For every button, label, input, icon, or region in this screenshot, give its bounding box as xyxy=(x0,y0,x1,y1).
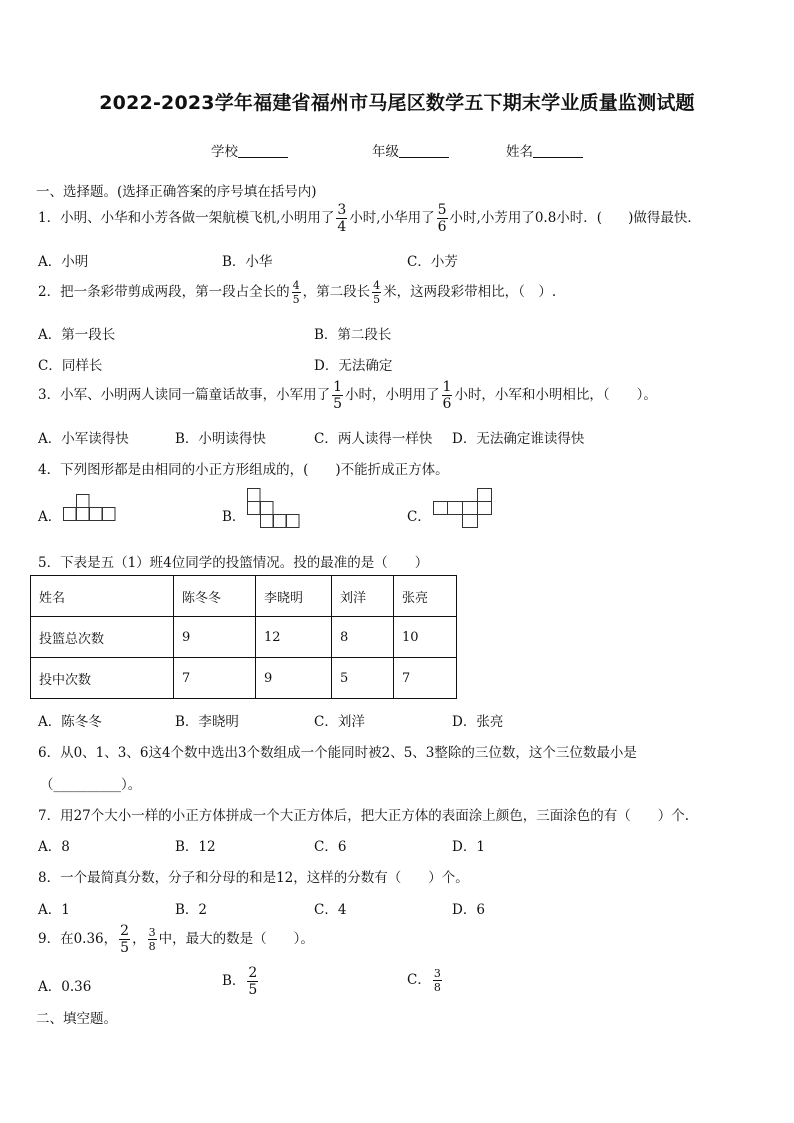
fraction: $\frac{4}{5}$ xyxy=(292,279,300,306)
fraction: $\frac{4}{5}$ xyxy=(373,279,381,306)
q7-option-a: A．8 xyxy=(38,839,70,855)
q5-option-b: B．李晓明 xyxy=(175,714,239,730)
question-6-blank: （__________）。 xyxy=(40,777,142,793)
question-4: 4．下列图形都是由相同的小正方形组成的，( )不能折成正方体。 xyxy=(38,462,449,478)
q1-option-c: C．小芳 xyxy=(407,254,458,270)
q3-option-c: C．两人读得一样快 xyxy=(314,431,433,447)
q9-option-c: C． $\frac{3}{8}$ xyxy=(407,967,441,994)
q5-option-c: C．刘洋 xyxy=(314,714,365,730)
q2-option-d: D．无法确定 xyxy=(314,358,393,374)
question-3: 3．小军、小明两人读同一篇童话故事，小军用了 $\frac{1}{5}$ 小时，小明用了 $\frac{1}{6}$ 小时，小军和小明相比，（ ）。 xyxy=(38,379,657,412)
question-5: 5．下表是五（1）班4位同学的投篮情况。投的最准的是（ ） xyxy=(38,555,429,571)
q5-option-a: A．陈冬冬 xyxy=(38,714,102,730)
q8-option-b: B．2 xyxy=(175,902,208,918)
table-cell: 李晓明 xyxy=(256,576,332,617)
q4-option-a: A． xyxy=(38,509,62,525)
q5-option-d: D．张亮 xyxy=(452,714,504,730)
table-row xyxy=(31,658,457,699)
q9-option-a: A．0.36 xyxy=(38,979,92,995)
q8-option-a: A．1 xyxy=(38,902,70,918)
q7-option-b: B．12 xyxy=(175,839,216,855)
table-row xyxy=(31,576,457,617)
table-cell: 姓名 xyxy=(31,576,174,617)
question-2: 2．把一条彩带剪成两段，第一段占全长的 $\frac{4}{5}$ ，第二段长 $\frac{4}{5}$ 米，这两段彩带相比，（ ）. xyxy=(38,279,557,306)
fraction: $\frac{1}{6}$ xyxy=(442,379,452,412)
table-cell: 7 xyxy=(174,658,256,699)
page-title: 2022-2023学年福建省福州市马尾区数学五下期末学业质量监测试题 xyxy=(99,92,695,114)
q2-option-a: A．第一段长 xyxy=(38,327,116,343)
fraction: $\frac{3}{4}$ xyxy=(337,202,347,235)
fraction: $\frac{2}{5}$ xyxy=(248,965,258,998)
q7-option-c: C．6 xyxy=(314,839,347,855)
table-cell: 9 xyxy=(174,617,256,658)
q2-option-c: C．同样长 xyxy=(38,358,103,374)
question-9: 9．在0.36， $\frac{2}{5}$ ， $\frac{3}{8}$ 中，最大的数是（ ）。 xyxy=(38,923,314,956)
fraction: $\frac{3}{8}$ xyxy=(433,967,441,994)
table-cell: 8 xyxy=(332,617,394,658)
question-7: 7．用27个大小一样的小正方体拼成一个大正方体后，把大正方体的表面涂上颜色，三面涂色的有（ ）个. xyxy=(38,808,690,824)
table-cell: 刘洋 xyxy=(332,576,394,617)
name-blank xyxy=(533,143,583,158)
q3-option-b: B．小明读得快 xyxy=(175,431,266,447)
q3-option-a: A．小军读得快 xyxy=(38,431,129,447)
table-cell: 投中次数 xyxy=(31,658,174,699)
q8-option-c: C．4 xyxy=(314,902,347,918)
q2-option-b: B．第二段长 xyxy=(314,327,392,343)
table-cell: 陈冬冬 xyxy=(174,576,256,617)
q3-option-d: D．无法确定谁读得快 xyxy=(452,431,585,447)
question-8: 8．一个最简真分数，分子和分母的和是12，这样的分数有（ ）个。 xyxy=(38,870,469,886)
table-row xyxy=(31,617,457,658)
table-cell: 10 xyxy=(394,617,457,658)
question-1: 1．小明、小华和小芳各做一架航模飞机,小明用了 $\frac{3}{4}$ 小时,小华用了 $\frac{5}{6}$ 小时,小芳用了0.8小时．( )做得最快． xyxy=(38,202,701,235)
school-blank xyxy=(238,143,288,158)
cube-net-b xyxy=(247,488,301,528)
name-field: 姓名 xyxy=(506,140,583,160)
q4-option-c: C． xyxy=(407,509,431,525)
table-cell: 张亮 xyxy=(394,576,457,617)
grade-field: 年级 xyxy=(372,140,449,160)
q8-option-d: D．6 xyxy=(452,902,485,918)
section-1-heading: 一、选择题。(选择正确答案的序号填在括号内) xyxy=(36,184,317,200)
fraction: $\frac{1}{5}$ xyxy=(333,379,343,412)
cube-net-c xyxy=(433,488,495,528)
table-cell: 7 xyxy=(394,658,457,699)
grade-blank xyxy=(399,143,449,158)
q1-option-a: A．小明 xyxy=(38,254,89,270)
school-field: 学校 xyxy=(211,140,288,160)
q1-option-b: B．小华 xyxy=(222,254,273,270)
question-6: 6．从0、1、3、6这4个数中选出3个数组成一个能同时被2、5、3整除的三位数，这个三位数最小是 xyxy=(38,745,637,761)
table-cell: 9 xyxy=(256,658,332,699)
section-2-heading: 二、填空题。 xyxy=(36,1011,117,1027)
table-cell: 12 xyxy=(256,617,332,658)
fraction: $\frac{3}{8}$ xyxy=(148,926,156,953)
fraction: $\frac{2}{5}$ xyxy=(120,923,130,956)
fraction: $\frac{5}{6}$ xyxy=(437,202,447,235)
q4-option-b: B． xyxy=(222,509,246,525)
table-cell: 投篮总次数 xyxy=(31,617,174,658)
q9-option-b: B． $\frac{2}{5}$ xyxy=(222,965,258,998)
q7-option-d: D．1 xyxy=(452,839,485,855)
score-table xyxy=(30,575,457,699)
table-cell: 5 xyxy=(332,658,394,699)
cube-net-a xyxy=(63,494,117,522)
